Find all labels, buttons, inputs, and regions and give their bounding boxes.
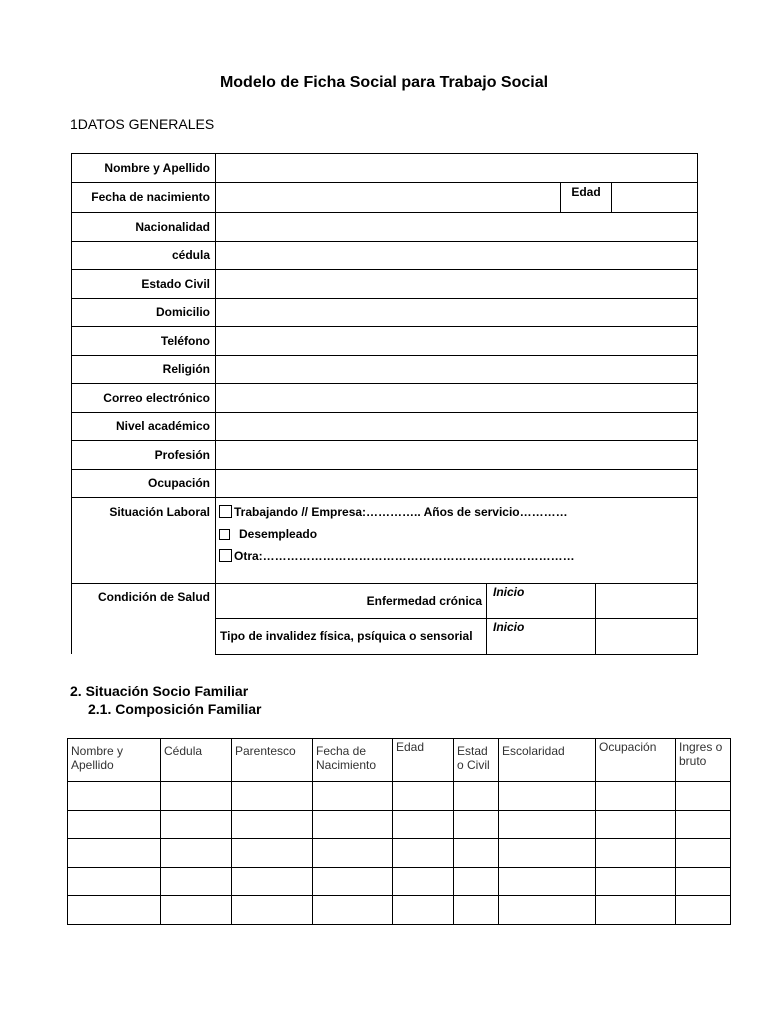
field-label: Condición de Salud	[72, 584, 216, 655]
table-cell[interactable]	[499, 782, 596, 811]
table-cell[interactable]	[232, 839, 313, 868]
field-value-nombre[interactable]	[216, 154, 698, 183]
field-label: Nivel académico	[72, 412, 216, 441]
option-desempleado[interactable]	[216, 523, 697, 545]
option-label: Trabajando // Empresa:………….. Años de servicio…………	[234, 505, 568, 519]
table-cell[interactable]	[499, 810, 596, 839]
option-otra[interactable]	[216, 545, 697, 567]
table-cell[interactable]	[161, 867, 232, 896]
table-cell[interactable]	[393, 810, 454, 839]
table-cell[interactable]	[68, 867, 161, 896]
table-cell[interactable]	[454, 782, 499, 811]
field-row	[72, 469, 698, 498]
table-cell[interactable]	[68, 782, 161, 811]
table-row	[68, 867, 731, 896]
salud-label: Tipo de invalidez física, psíquica o sensorial	[220, 629, 473, 644]
field-label: Ocupación	[72, 469, 216, 498]
table-cell[interactable]	[232, 782, 313, 811]
table-cell[interactable]	[596, 867, 676, 896]
field-value-nivel-academico[interactable]	[216, 412, 698, 441]
table-cell[interactable]	[676, 839, 731, 868]
table-cell[interactable]	[161, 810, 232, 839]
table-cell[interactable]	[596, 782, 676, 811]
field-label: Estado Civil	[72, 270, 216, 299]
field-label: Situación Laboral	[72, 498, 216, 584]
field-value-domicilio[interactable]	[216, 298, 698, 327]
table-cell[interactable]	[454, 839, 499, 868]
condicion-salud-row	[72, 584, 698, 619]
field-row	[72, 441, 698, 470]
field-label: Teléfono	[72, 327, 216, 356]
table-cell[interactable]	[313, 867, 393, 896]
edad-label: Edad	[561, 183, 612, 213]
table-cell[interactable]	[393, 867, 454, 896]
field-value-estado-civil[interactable]	[216, 270, 698, 299]
field-label: Fecha de nacimiento	[72, 182, 216, 213]
field-row	[72, 298, 698, 327]
table-cell[interactable]	[393, 782, 454, 811]
field-row	[72, 182, 698, 213]
column-header: Parentesco	[232, 739, 313, 782]
field-label: Domicilio	[72, 298, 216, 327]
column-header: Escolaridad	[499, 739, 596, 782]
table-cell[interactable]	[676, 896, 731, 925]
composicion-familiar-table	[67, 738, 731, 925]
table-cell[interactable]	[454, 896, 499, 925]
table-cell[interactable]	[676, 782, 731, 811]
table-cell[interactable]	[68, 839, 161, 868]
table-cell[interactable]	[596, 896, 676, 925]
field-value-correo[interactable]	[216, 384, 698, 413]
table-cell[interactable]	[232, 810, 313, 839]
column-header: Ocupación	[596, 739, 676, 782]
option-trabajando[interactable]	[216, 501, 697, 523]
field-row	[72, 241, 698, 270]
table-cell[interactable]	[313, 839, 393, 868]
field-row	[72, 270, 698, 299]
column-header: Fecha de Nacimiento	[313, 739, 393, 782]
table-cell[interactable]	[393, 896, 454, 925]
field-row	[72, 213, 698, 242]
table-cell[interactable]	[232, 867, 313, 896]
checkbox[interactable]	[219, 505, 232, 518]
field-value-invalidez[interactable]	[596, 619, 698, 653]
table-cell[interactable]	[499, 867, 596, 896]
document-title: Modelo de Ficha Social para Trabajo Social	[219, 74, 549, 91]
datos-generales-table	[71, 153, 698, 655]
field-value-fecha-nacimiento[interactable]	[216, 183, 561, 213]
section-1-heading: 1DATOS GENERALES	[70, 116, 215, 132]
field-value-cedula[interactable]	[216, 241, 698, 270]
table-cell[interactable]	[68, 896, 161, 925]
field-row	[72, 412, 698, 441]
table-row	[68, 896, 731, 925]
column-header: Edad	[393, 739, 454, 782]
situacion-laboral-row	[72, 498, 698, 584]
field-row	[72, 154, 698, 183]
field-label: Nacionalidad	[72, 213, 216, 242]
field-row	[72, 355, 698, 384]
field-label: Religión	[72, 355, 216, 384]
table-row	[68, 810, 731, 839]
field-value-enfermedad[interactable]	[596, 584, 698, 618]
table-cell[interactable]	[161, 839, 232, 868]
field-value-nacionalidad[interactable]	[216, 213, 698, 242]
table-cell[interactable]	[499, 896, 596, 925]
section-2-heading: 2. Situación Socio Familiar	[70, 683, 249, 699]
salud-label: Enfermedad crónica	[366, 594, 482, 609]
field-label: Profesión	[72, 441, 216, 470]
table-cell[interactable]	[454, 867, 499, 896]
field-value-ocupacion[interactable]	[216, 469, 698, 498]
table-row	[68, 839, 731, 868]
column-header: Nombre y Apellido	[68, 739, 161, 782]
option-label: Otra:……………………………………………………………………	[234, 549, 575, 563]
table-cell[interactable]	[454, 810, 499, 839]
checkbox[interactable]	[219, 529, 230, 540]
table-cell[interactable]	[313, 810, 393, 839]
table-cell[interactable]	[596, 839, 676, 868]
table-cell[interactable]	[232, 896, 313, 925]
field-label: Correo electrónico	[72, 384, 216, 413]
column-header: Ingres o bruto	[676, 739, 731, 782]
field-value-telefono[interactable]	[216, 327, 698, 356]
table-cell[interactable]	[676, 867, 731, 896]
field-value-edad[interactable]	[612, 183, 698, 213]
column-header: Estad o Civil	[454, 739, 499, 782]
checkbox[interactable]	[219, 549, 232, 562]
table-cell[interactable]	[161, 896, 232, 925]
inicio-label: Inicio	[487, 584, 596, 618]
table-header-row	[68, 739, 731, 782]
inicio-label: Inicio	[487, 619, 596, 653]
option-label: Desempleado	[239, 527, 318, 541]
column-header: Cédula	[161, 739, 232, 782]
table-cell[interactable]	[676, 810, 731, 839]
table-cell[interactable]	[393, 839, 454, 868]
table-row	[68, 782, 731, 811]
field-label: Nombre y Apellido	[72, 154, 216, 183]
field-label: cédula	[72, 241, 216, 270]
table-cell[interactable]	[313, 782, 393, 811]
table-cell[interactable]	[161, 782, 232, 811]
field-value-religion[interactable]	[216, 355, 698, 384]
table-cell[interactable]	[68, 810, 161, 839]
table-cell[interactable]	[313, 896, 393, 925]
field-row	[72, 384, 698, 413]
field-value-profesion[interactable]	[216, 441, 698, 470]
table-cell[interactable]	[499, 839, 596, 868]
table-cell[interactable]	[596, 810, 676, 839]
section-2-1-heading: 2.1. Composición Familiar	[88, 701, 262, 717]
field-row	[72, 327, 698, 356]
